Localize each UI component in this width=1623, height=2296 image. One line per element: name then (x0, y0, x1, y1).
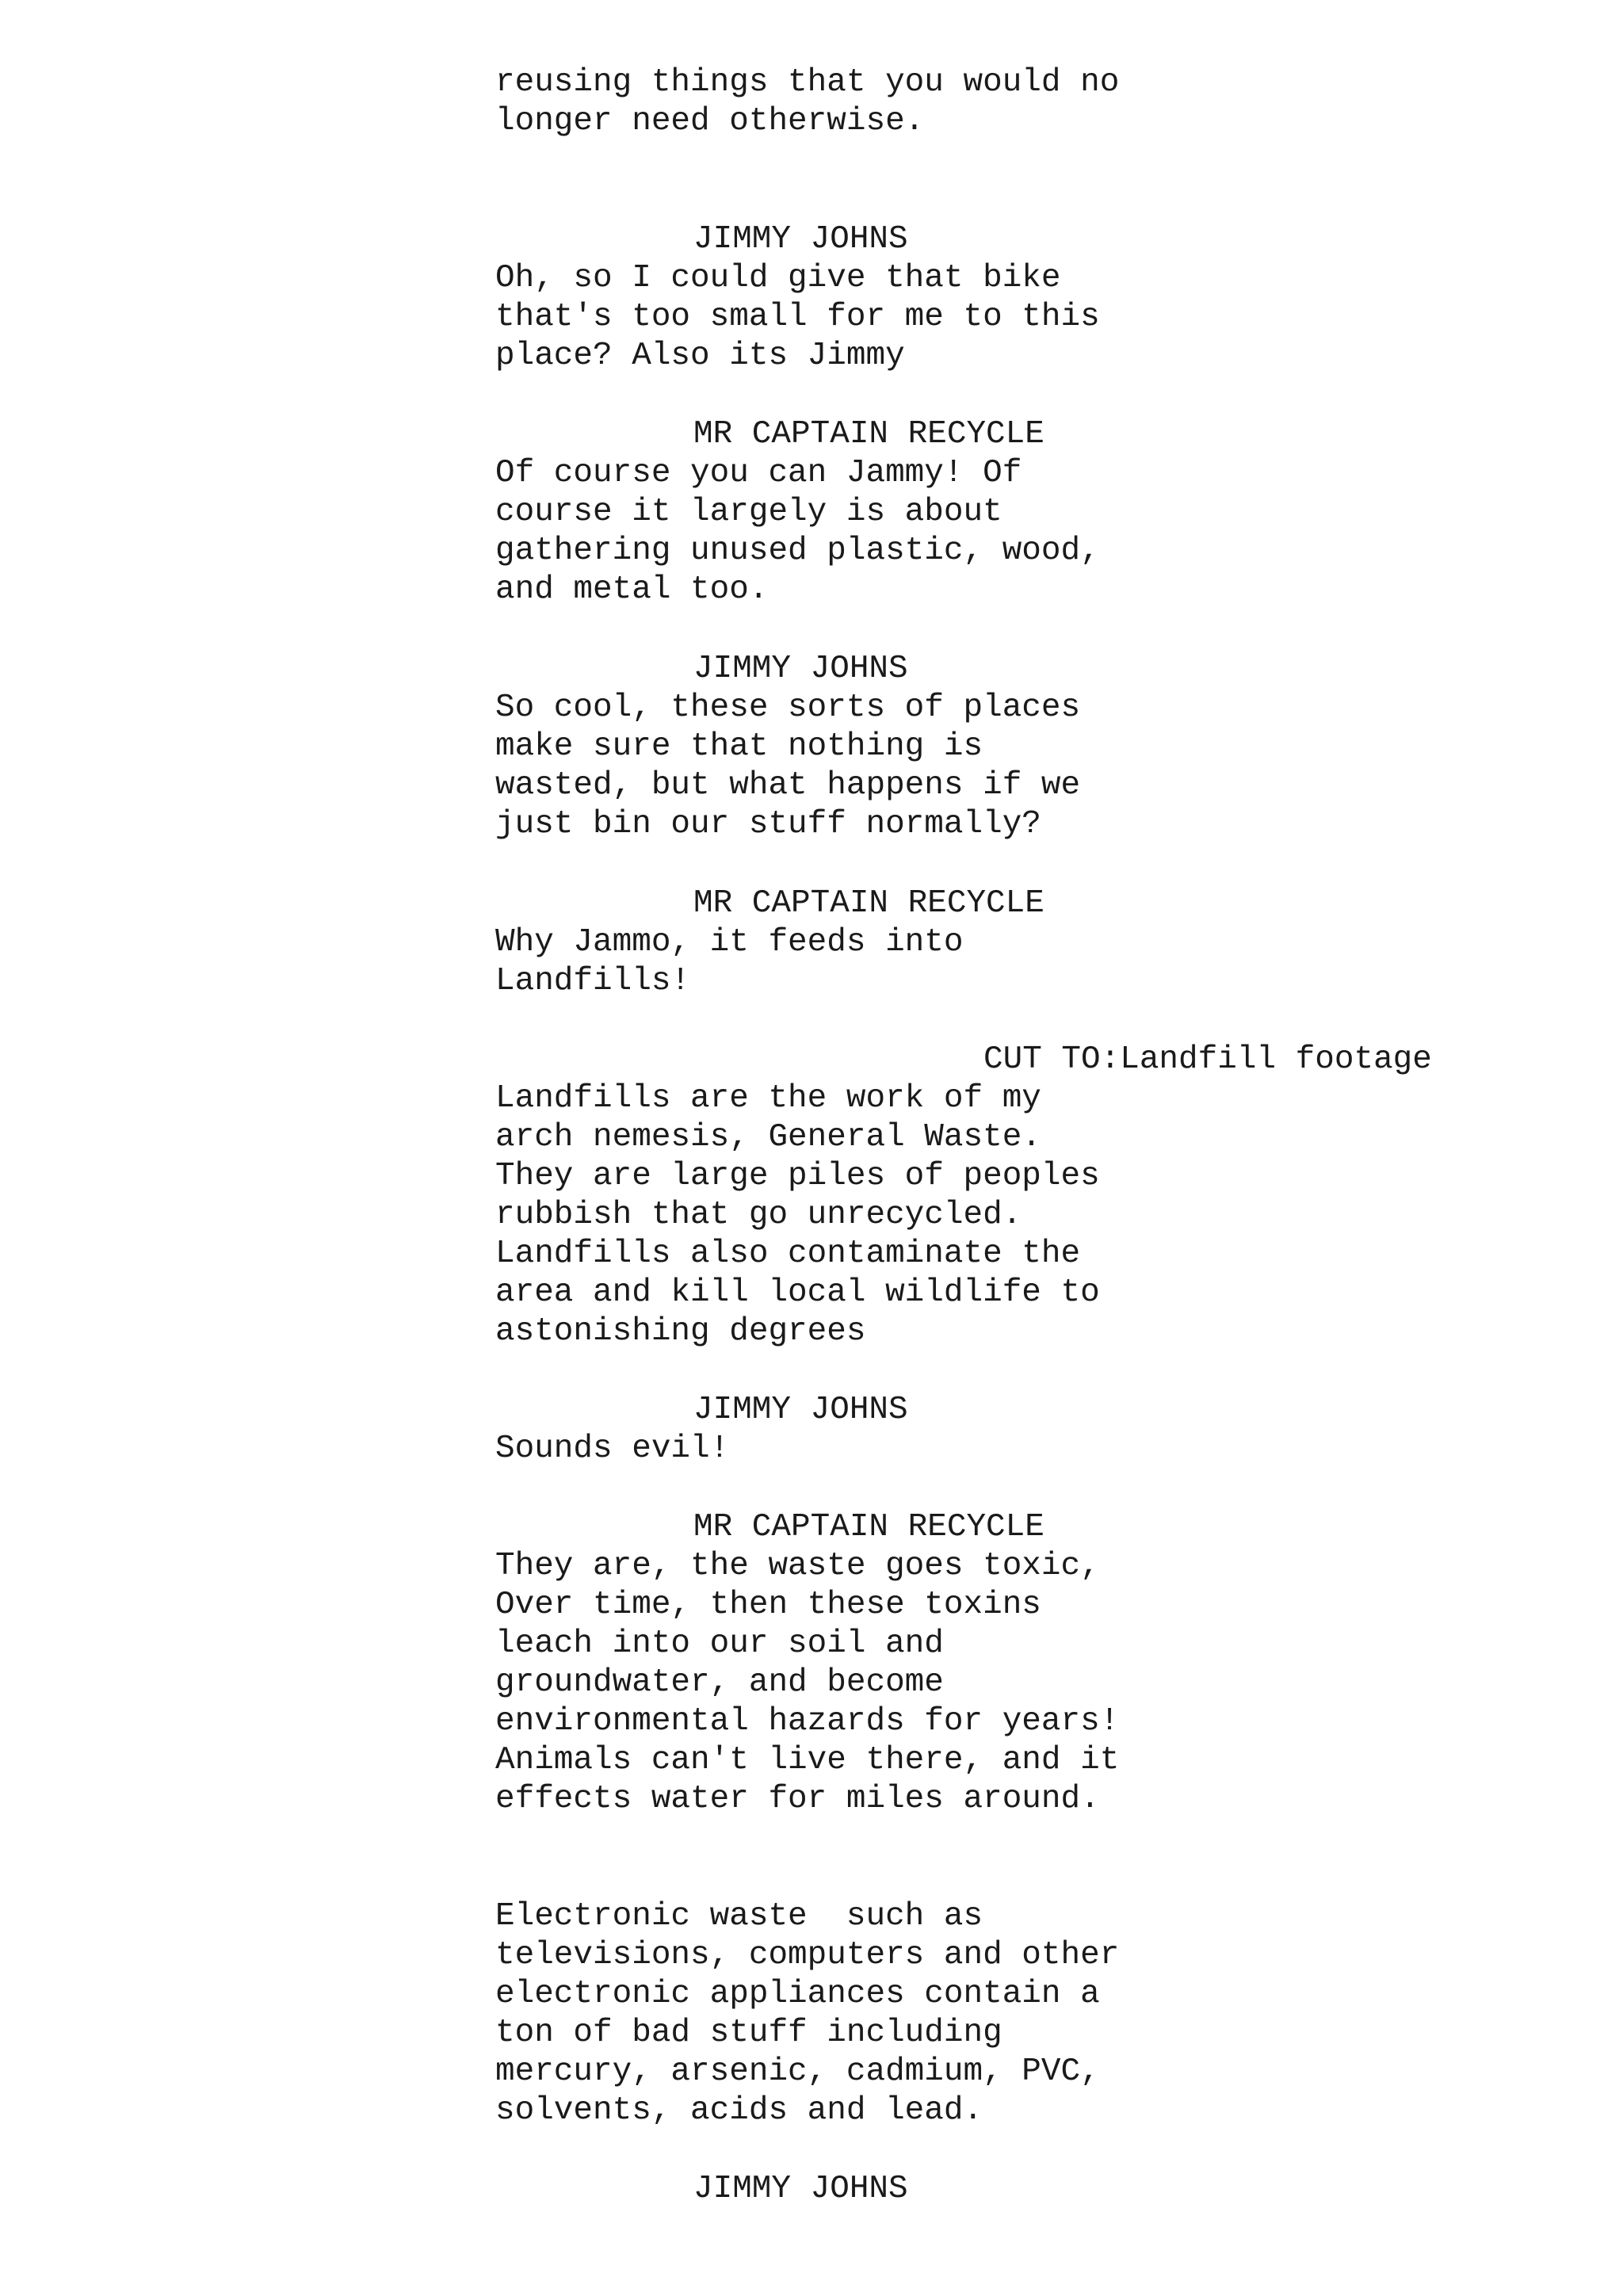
dialogue-line: place? Also its Jimmy (495, 338, 905, 374)
character-name: JIMMY JOHNS (693, 2171, 908, 2207)
dialogue-line: Of course you can Jammy! Of (495, 455, 1022, 491)
dialogue-line: Over time, then these toxins (495, 1587, 1041, 1623)
dialogue-line: leach into our soil and (495, 1626, 944, 1662)
character-name: MR CAPTAIN RECYCLE (693, 885, 1044, 922)
dialogue-line: electronic appliances contain a (495, 1976, 1100, 2012)
dialogue-line: environmental hazards for years! (495, 1703, 1120, 1740)
dialogue-line: They are, the waste goes toxic, (495, 1548, 1100, 1584)
dialogue-line: solvents, acids and lead. (495, 2092, 983, 2129)
dialogue-line: Electronic waste such as (495, 1898, 983, 1935)
dialogue-line: televisions, computers and other (495, 1937, 1120, 1973)
dialogue-line: Landfills also contaminate the (495, 1236, 1081, 1272)
dialogue-line: Why Jammo, it feeds into (495, 924, 964, 961)
dialogue-line: gathering unused plastic, wood, (495, 533, 1100, 569)
dialogue-line: and metal too. (495, 571, 769, 608)
dialogue-line: Landfills are the work of my (495, 1080, 1041, 1117)
dialogue-line: make sure that nothing is (495, 728, 983, 765)
character-name: JIMMY JOHNS (693, 651, 908, 687)
character-name: JIMMY JOHNS (693, 221, 908, 258)
dialogue-line: course it largely is about (495, 494, 1002, 530)
character-name: JIMMY JOHNS (693, 1392, 908, 1428)
dialogue-line: area and kill local wildlife to (495, 1274, 1100, 1311)
dialogue-line: Sounds evil! (495, 1431, 730, 1467)
dialogue-line: mercury, arsenic, cadmium, PVC, (495, 2053, 1100, 2090)
dialogue-line: Oh, so I could give that bike (495, 260, 1061, 296)
dialogue-line: groundwater, and become (495, 1664, 944, 1701)
dialogue-line: arch nemesis, General Waste. (495, 1119, 1041, 1156)
dialogue-line: Animals can't live there, and it (495, 1742, 1120, 1778)
dialogue-line: ton of bad stuff including (495, 2015, 1002, 2051)
dialogue-line: effects water for miles around. (495, 1781, 1100, 1817)
dialogue-line: Landfills! (495, 963, 691, 999)
dialogue-line: reusing things that you would no (495, 64, 1120, 101)
dialogue-line: wasted, but what happens if we (495, 767, 1081, 804)
character-name: MR CAPTAIN RECYCLE (693, 416, 1044, 453)
transition-line: CUT TO:Landfill footage (983, 1041, 1432, 1078)
dialogue-line: So cool, these sorts of places (495, 690, 1081, 726)
character-name: MR CAPTAIN RECYCLE (693, 1509, 1044, 1545)
dialogue-line: They are large piles of peoples (495, 1158, 1100, 1194)
dialogue-line: longer need otherwise. (495, 103, 925, 139)
dialogue-line: rubbish that go unrecycled. (495, 1197, 1022, 1233)
dialogue-line: that's too small for me to this (495, 299, 1100, 335)
dialogue-line: astonishing degrees (495, 1313, 866, 1350)
dialogue-line: just bin our stuff normally? (495, 806, 1041, 842)
